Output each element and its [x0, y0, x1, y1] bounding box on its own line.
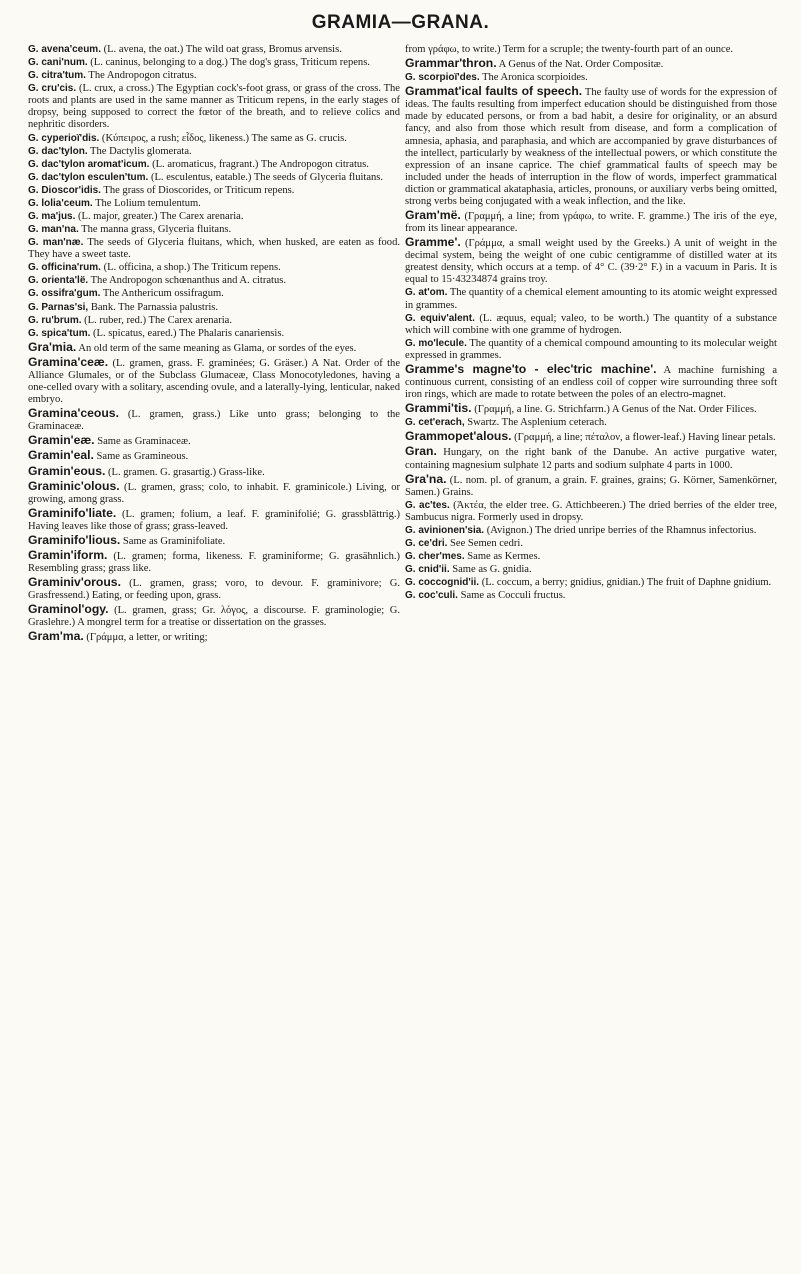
entry-headword: G. officina'rum.: [28, 262, 101, 274]
entry-definition: (L. ruber, red.) The Carex arenaria.: [81, 314, 232, 326]
dictionary-entry: [405, 313, 777, 337]
dictionary-entry: [28, 237, 400, 261]
dictionary-entry: [405, 525, 777, 537]
entry-headword: G. man'na.: [28, 224, 79, 236]
entry-headword: G. avinionen'sia.: [405, 524, 485, 536]
entry-definition: The manna grass, Glyceria fluitans.: [78, 224, 232, 236]
entry-headword: G. coccognid'ii.: [405, 577, 480, 589]
entry-headword: G. coc'culi.: [405, 590, 458, 602]
entry-headword: Graminifo'liate.: [28, 505, 117, 520]
entry-definition: Same as Graminaceæ.: [94, 436, 191, 448]
dictionary-entry: [28, 465, 400, 479]
entry-definition: Same as G. gnidia.: [449, 564, 532, 576]
dictionary-entry: [28, 172, 400, 184]
dictionary-entry: [405, 417, 777, 429]
dictionary-entry: [28, 146, 400, 158]
entry-definition: Bank. The Parnassia palustris.: [88, 301, 219, 313]
entry-headword: G. Dioscor'idis.: [28, 184, 101, 196]
dictionary-entry: [28, 630, 400, 644]
dictionary-entry: [405, 44, 777, 56]
entry-definition: (L. avena, the oat.) The wild oat grass, Bromus arvensis.: [100, 44, 342, 55]
entry-headword: G. ce'dri.: [405, 537, 448, 549]
entry-headword: G. mo'lecule.: [405, 337, 467, 349]
dictionary-entry: [405, 538, 777, 550]
entry-headword: G. at'om.: [405, 287, 448, 299]
entry-definition: Same as Gramineous.: [93, 451, 189, 463]
dictionary-entry: [28, 302, 400, 314]
entry-definition: (L. gramen, grass; colo, to inhabit. F. graminicole.) Living, or growing, among grass.: [28, 481, 400, 505]
dictionary-entry: [405, 363, 777, 401]
entry-definition: (Ἀκτέα, the elder tree. G. Attichbeeren.) The dried berries of the elder tree, Sambucus nigra. Formerly used in dropsy.: [405, 499, 777, 523]
entry-headword: G. cani'num.: [28, 57, 88, 69]
entry-headword: Gra'mia.: [28, 339, 77, 354]
dictionary-entry: [28, 534, 400, 548]
entry-definition: (L. nom. pl. of granum, a grain. F. graines, grains; G. Körner, Samenkörner, Samen.) Grains.: [405, 474, 777, 498]
entry-headword: Gramme'.: [405, 235, 461, 250]
entry-definition: The Aronica scorpioides.: [479, 72, 588, 84]
entry-definition: The Anthericum ossifragum.: [100, 288, 224, 300]
entry-definition: (L. gramen, grass; Gr. λόγος, a discourse. F. graminologie; G. Graslehre.) A mongrel term for a treatise or dissertation on the grasses.: [28, 605, 400, 629]
dictionary-entry: [405, 500, 777, 524]
entry-definition: Swartz. The Asplenium ceterach.: [464, 417, 607, 429]
entry-headword: Gramin'eal.: [28, 448, 94, 463]
entry-headword: Grammi'tis.: [405, 401, 472, 416]
entry-headword: G. dac'tylon.: [28, 145, 88, 157]
dictionary-entry: [28, 224, 400, 236]
entry-definition: The quantity of a chemical compound amounting to its molecular weight expressed in grammes.: [405, 337, 777, 361]
entry-headword: Gra'na.: [405, 471, 447, 486]
entry-definition: (L. spicatus, eared.) The Phalaris canariensis.: [90, 327, 285, 339]
dictionary-entry: [28, 262, 400, 274]
entry-headword: Gramin'eæ.: [28, 433, 95, 448]
entry-headword: G. lolia'ceum.: [28, 197, 93, 209]
entry-headword: Gram'ma.: [28, 629, 84, 644]
dictionary-entry: [28, 480, 400, 506]
entry-headword: G. spica'tum.: [28, 327, 91, 339]
entry-headword: Gram'më.: [405, 208, 461, 223]
entry-definition: The Dactylis glomerata.: [87, 145, 192, 157]
entry-headword: G. equiv'alent.: [405, 312, 475, 324]
entry-definition: The Andropogon citratus.: [85, 70, 197, 82]
dictionary-entry: [28, 356, 400, 406]
entry-definition: (L. gramen; forma, likeness. F. graminiforme; G. grasähnlich.) Resembling grass; grass like.: [28, 550, 400, 575]
entry-headword: Graminic'olous.: [28, 478, 120, 493]
entry-definition: (Γράμμα, a small weight used by the Greeks.) A unit of weight in the decimal system, being the weight of one cubic centigramme of distilled water at its greatest density, which occurs at a temp. of 4° C. (39·2° F.) in a vacuum in Paris. It is equal to 15·43234874 grains troy.: [405, 238, 777, 286]
entry-definition: from γράφω, to write.) Term for a scruple; the twenty-fourth part of an ounce.: [405, 44, 734, 55]
dictionary-entry: [405, 445, 777, 471]
entry-definition: (L. caninus, belonging to a dog.) The dog's grass, Triticum repens.: [87, 57, 370, 69]
entry-headword: G. cyperioï'dis.: [28, 132, 100, 144]
entry-definition: (Κύπειρος, a rush; εἶδος, likeness.) The same as G. crucis.: [99, 132, 347, 144]
dictionary-entry: [28, 133, 400, 145]
dictionary-entry: [28, 434, 400, 448]
entry-headword: G. ossifra'gum.: [28, 288, 101, 300]
dictionary-entry: [28, 288, 400, 300]
dictionary-entry: [405, 402, 777, 416]
entry-definition: Same as Kermes.: [464, 551, 541, 563]
entry-headword: Gramin'eous.: [28, 463, 106, 478]
entry-definition: (L. gramen, grass; voro, to devour. F. graminivore; G. Grasfressend.) Eating, or feeding upon, grass.: [28, 578, 400, 602]
entry-headword: Grammar'thron.: [405, 56, 497, 71]
dictionary-entry: [28, 603, 400, 629]
entry-headword: Gramme's magne'to - elec'tric machine'.: [405, 361, 657, 376]
entry-definition: (Γραμμή, a line; πέταλον, a flower-leaf.) Having linear petals.: [511, 432, 776, 444]
dictionary-entry: [405, 551, 777, 563]
entry-headword: G. dac'tylon aromat'icum.: [28, 158, 150, 170]
entry-definition: (L. aromaticus, fragrant.) The Andropogon citratus.: [149, 158, 369, 170]
entry-headword: G. dac'tylon esculen'tum.: [28, 171, 149, 183]
entry-definition: The Lolium temulentum.: [92, 197, 201, 209]
entry-definition: A Genus of the Nat. Order Compositæ.: [496, 59, 664, 71]
entry-definition: (Γράμμα, a letter, or writing;: [83, 632, 208, 644]
entry-definition: The quantity of a chemical element amounting to its atomic weight expressed in grammes.: [405, 287, 777, 311]
right-column: [405, 44, 777, 603]
entry-headword: G. ma'jus.: [28, 211, 76, 223]
entry-definition: (L. crux, a cross.) The Egyptian cock's-foot grass, or grass of the cross. The roots and plants are used in the same manner as Triticum repens, in the early stages of dropsy, being supposed to correct the fœtor of the breath, and to relieve colics and nephritic disorders.: [28, 83, 400, 131]
dictionary-entry: [28, 315, 400, 327]
entry-definition: (L. gramen; folium, a leaf. F. graminifolié; G. grassblättrig.) Having leaves like those of grass; grass-leaved.: [28, 508, 400, 532]
dictionary-entry: [405, 236, 777, 286]
entry-headword: G. cher'mes.: [405, 551, 465, 563]
dictionary-entry: [405, 338, 777, 362]
entry-headword: G. ru'brum.: [28, 314, 82, 326]
entry-definition: (L. gramen, grass. F. graminées; G. Gräser.) A Nat. Order of the Alliance Glumales, or of the Subclass Glumaceæ, Class Monocotyledones, having a one-celled ovary with a solitary, ascending ovule, and a laterally-lying, lenticular, naked embryo.: [28, 357, 400, 406]
entry-headword: G. Parnas'si,: [28, 301, 89, 313]
entry-definition: Same as Graminifoliate.: [120, 535, 226, 547]
entry-headword: G. cru'cis.: [28, 83, 77, 95]
left-column: [28, 44, 400, 646]
entry-headword: Gramina'ceous.: [28, 406, 119, 421]
dictionary-entry: [405, 473, 777, 499]
dictionary-entry: [405, 85, 777, 208]
entry-headword: G. man'næ.: [28, 237, 84, 249]
dictionary-entry: [405, 57, 777, 71]
entry-headword: Graminiv'orous.: [28, 575, 121, 590]
entry-definition: (Γραμμή, a line; from γράφω, to write. F. gramme.) The iris of the eye, from its linear appearance.: [405, 211, 777, 235]
entry-headword: Graminol'ogy.: [28, 602, 109, 617]
dictionary-entry: [28, 407, 400, 433]
dictionary-entry: [405, 72, 777, 84]
entry-headword: Gramin'iform.: [28, 547, 108, 562]
dictionary-entry: [405, 209, 777, 235]
entry-definition: An old term of the same meaning as Glama, or sordes of the eyes.: [76, 342, 357, 354]
dictionary-entry: [405, 564, 777, 576]
entry-definition: (L. gramen. G. grasartig.) Grass-like.: [105, 466, 265, 478]
dictionary-entry: [28, 198, 400, 210]
running-head: GRAMIA—GRANA.: [311, 12, 490, 33]
entry-headword: Gran.: [405, 444, 437, 459]
entry-definition: (L. gramen, grass.) Like unto grass; belonging to the Graminaceæ.: [28, 409, 400, 433]
entry-definition: Hungary, on the right bank of the Danube. An active purgative water, containing magnesium sulphate 12 parts and sodium sulphate 4 parts in 1000.: [405, 447, 777, 471]
dictionary-entry: [28, 275, 400, 287]
entry-headword: Graminifo'lious.: [28, 532, 121, 547]
dictionary-entry: [28, 328, 400, 340]
dictionary-entry: [28, 576, 400, 602]
dictionary-entry: [28, 341, 400, 355]
entry-definition: (Γραμμή, a line. G. Strichfarrn.) A Genus of the Nat. Order Filices.: [471, 404, 757, 416]
entry-headword: Gramina'ceæ.: [28, 354, 109, 369]
dictionary-entry: [28, 449, 400, 463]
entry-headword: G. cet'erach,: [405, 417, 465, 429]
dictionary-entry: [28, 83, 400, 131]
entry-headword: G. citra'tum.: [28, 70, 86, 82]
entry-definition: The Andropogon schœnanthus and A. citratus.: [88, 275, 286, 287]
dictionary-entry: [405, 590, 777, 602]
dictionary-entry: [28, 159, 400, 171]
entry-definition: The faulty use of words for the expression of ideas. The faults resulting from imperfect education should be distinguished from those made by educated persons, or from a bad habit, a desire for originality, or an absurd fancy, and also from those which result from disease, and form a complication of amnesia, aphasia, and paraphasia, and which are accompanied by grave disturbances of the intellect, particularly by weakness of the intellectual powers, or which constitute the expression of an insane caprice. The chief grammatical faults of speech may be included under the heads of interruption in the flow of words, imperfect grammatical diction or grammatical akataphasia, articles, pronouns, or auxiliary verbs being omitted, strong verbs being conjugated with a weak inflection, and the like.: [405, 87, 777, 207]
entry-definition: (L. esculentus, eatable.) The seeds of Glyceria fluitans.: [148, 171, 384, 183]
entry-definition: (L. coccum, a berry; gnidius, gnidian.) The fruit of Daphne gnidium.: [479, 577, 772, 589]
entry-definition: A machine furnishing a continuous current, consisting of an endless coil of copper wire surrounding three soft iron rings, which are made to rotate between the poles of an electro-magnet.: [405, 364, 777, 401]
entry-headword: G. scorpioï'des.: [405, 72, 480, 84]
entry-definition: (Avignon.) The dried unripe berries of the Rhamnus infectorius.: [484, 524, 757, 536]
dictionary-entry: [405, 287, 777, 311]
entry-headword: G. avena'ceum.: [28, 44, 101, 55]
dictionary-entry: [28, 549, 400, 575]
entry-definition: (L. æquus, equal; valeo, to be worth.) The quantity of a substance which will combine with one gramme of hydrogen.: [405, 312, 777, 336]
entry-headword: Grammopet'alous.: [405, 429, 512, 444]
dictionary-entry: [405, 430, 777, 444]
entry-definition: (L. officina, a shop.) The Triticum repens.: [100, 262, 281, 274]
dictionary-entry: [28, 211, 400, 223]
dictionary-entry: [405, 577, 777, 589]
entry-headword: G. orienta'lë.: [28, 275, 89, 287]
entry-definition: (L. major, greater.) The Carex arenaria.: [75, 211, 244, 223]
dictionary-entry: [28, 185, 400, 197]
entry-definition: The seeds of Glyceria fluitans, which, when husked, are eaten as food. They have a sweet taste.: [28, 237, 400, 261]
dictionary-entry: [28, 57, 400, 69]
entry-definition: See Semen cedri.: [447, 537, 523, 549]
entry-definition: The grass of Dioscorides, or Triticum repens.: [100, 184, 295, 196]
entry-headword: G. cnid'ii.: [405, 564, 450, 576]
dictionary-entry: [28, 70, 400, 82]
entry-headword: Grammat'ical faults of speech.: [405, 84, 583, 99]
entry-definition: Same as Cocculi fructus.: [457, 590, 566, 602]
dictionary-entry: [28, 44, 400, 56]
entry-headword: G. ac'tes.: [405, 499, 450, 511]
dictionary-entry: [28, 507, 400, 533]
